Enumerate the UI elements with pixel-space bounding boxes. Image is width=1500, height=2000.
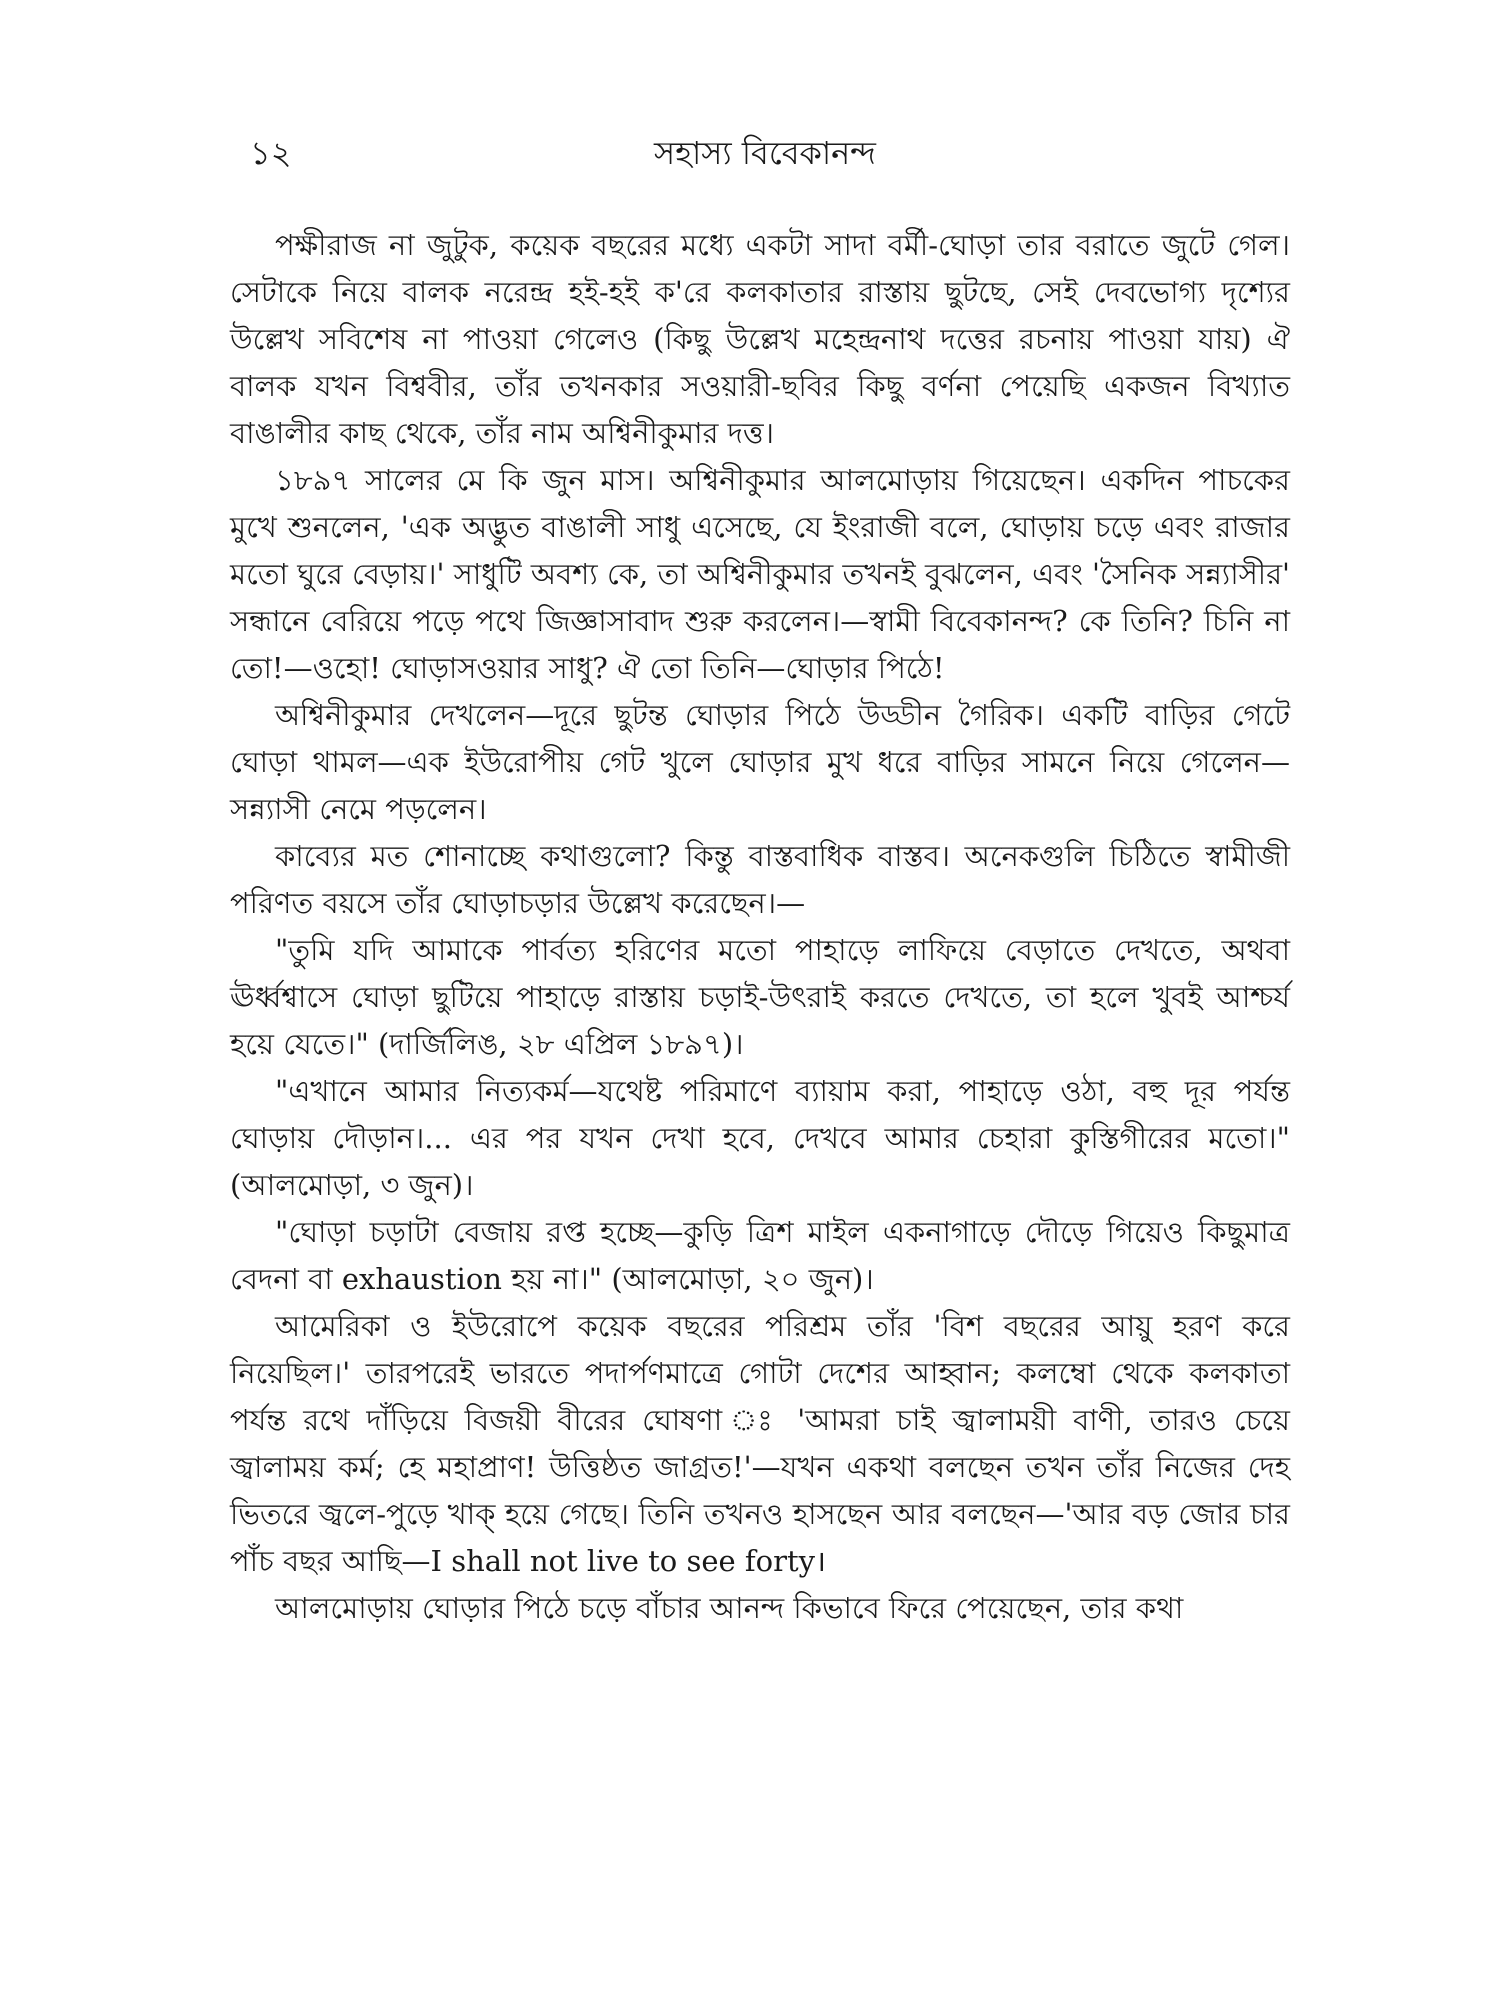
quote-paragraph: "এখানে আমার নিত্যকর্ম—যথেষ্ট পরিমাণে ব্যায়াম করা, পাহাড়ে ওঠা, বহু দূর পর্যন্ত ঘোড়ায় দৌড়ান।... এর পর যখন দেখা হবে, দেখবে আমার চেহারা কুস্তিগীরের মতো।" (আলমোড়া, ৩ জুন)। — [230, 1074, 1290, 1202]
paragraph: আলমোড়ায় ঘোড়ার পিঠে চড়ে বাঁচার আনন্দ কিভাবে ফিরে পেয়েছেন, তার কথা — [275, 1591, 1184, 1625]
quote-paragraph: "ঘোড়া চড়াটা বেজায় রপ্ত হচ্ছে—কুড়ি ত্রিশ মাইল একনাগাড়ে দৌড়ে গিয়েও কিছুমাত্র বেদনা বা exhaustion হয় না।" (আলমোড়া, ২০ জুন)। — [230, 1215, 1290, 1296]
page-header — [250, 128, 1280, 178]
quote-paragraph: "তুমি যদি আমাকে পার্বত্য হরিণের মতো পাহাড়ে লাফিয়ে বেড়াতে দেখতে, অথবা ঊর্ধ্বশ্বাসে ঘোড়া ছুটিয়ে পাহাড়ে রাস্তায় চড়াই-উৎরাই করতে দেখতে, তা হলে খুবই আশ্চর্য হয়ে যেতে।" (দার্জিলিঙ, ২৮ এপ্রিল ১৮৯৭)। — [230, 933, 1290, 1061]
running-title: সহাস্য বিবেকানন্দ — [654, 134, 876, 172]
paragraph: ১৮৯৭ সালের মে কি জুন মাস। অশ্বিনীকুমার আলমোড়ায় গিয়েছেন। একদিন পাচকের মুখে শুনলেন, 'এক অদ্ভুত বাঙালী সাধু এসেছে, যে ইংরাজী বলে, ঘোড়ায় চড়ে এবং রাজার মতো ঘুরে বেড়ায়।' সাধুটি অবশ্য কে, তা অশ্বিনীকুমার তখনই বুঝলেন, এবং 'সৈনিক সন্ন্যাসীর' সন্ধানে বেরিয়ে পড়ে পথে জিজ্ঞাসাবাদ শুরু করলেন।—স্বামী বিবেকানন্দ? কে তিনি? চিনি না তো!—ওহো! ঘোড়াসওয়ার সাধু? ঐ তো তিনি—ঘোড়ার পিঠে! — [230, 463, 1290, 685]
paragraph: আমেরিকা ও ইউরোপে কয়েক বছরের পরিশ্রম তাঁর 'বিশ বছরের আয়ু হরণ করে নিয়েছিল।' তারপরেই ভারতে পদার্পণমাত্রে গোটা দেশের আহ্বান; কলম্বো থেকে কলকাতা পর্যন্ত রথে দাঁড়িয়ে বিজয়ী বীরের ঘোষণা ঃ 'আমরা চাই জ্বালাময়ী বাণী, তারও চেয়ে জ্বালাময় কর্ম; হে মহাপ্রাণ! উত্তিষ্ঠত জাগ্রত!'—যখন একথা বলছেন তখন তাঁর নিজের দেহ ভিতরে জ্বলে-পুড়ে খাক্ হয়ে গেছে। তিনি তখনও হাসছেন আর বলছেন—'আর বড় জোর চার পাঁচ বছর আছি—I shall not live to see forty। — [230, 1309, 1290, 1578]
page-number: ১২ — [250, 134, 292, 172]
paragraph: পক্ষীরাজ না জুটুক, কয়েক বছরের মধ্যে একটা সাদা বর্মী-ঘোড়া তার বরাতে জুটে গেল। সেটাকে নিয়ে বালক নরেন্দ্র হই-হই ক'রে কলকাতার রাস্তায় ছুটছে, সেই দেবভোগ্য দৃশ্যের উল্লেখ সবিশেষ না পাওয়া গেলেও (কিছু উল্লেখ মহেন্দ্রনাথ দত্তের রচনায় পাওয়া যায়) ঐ বালক যখন বিশ্ববীর, তাঁর তখনকার সওয়ারী-ছবির কিছু বর্ণনা পেয়েছি একজন বিখ্যাত বাঙালীর কাছ থেকে, তাঁর নাম অশ্বিনীকুমার দত্ত। — [230, 228, 1290, 450]
body-text — [230, 222, 1290, 1632]
paragraph: অশ্বিনীকুমার দেখলেন—দূরে ছুটন্ত ঘোড়ার পিঠে উড্ডীন গৈরিক। একটি বাড়ির গেটে ঘোড়া থামল—এক ইউরোপীয় গেট খুলে ঘোড়ার মুখ ধরে বাড়ির সামনে নিয়ে গেলেন—সন্ন্যাসী নেমে পড়লেন। — [230, 698, 1290, 826]
paragraph: কাব্যের মত শোনাচ্ছে কথাগুলো? কিন্তু বাস্তবাধিক বাস্তব। অনেকগুলি চিঠিতে স্বামীজী পরিণত বয়সে তাঁর ঘোড়াচড়ার উল্লেখ করেছেন।— — [230, 839, 1290, 920]
